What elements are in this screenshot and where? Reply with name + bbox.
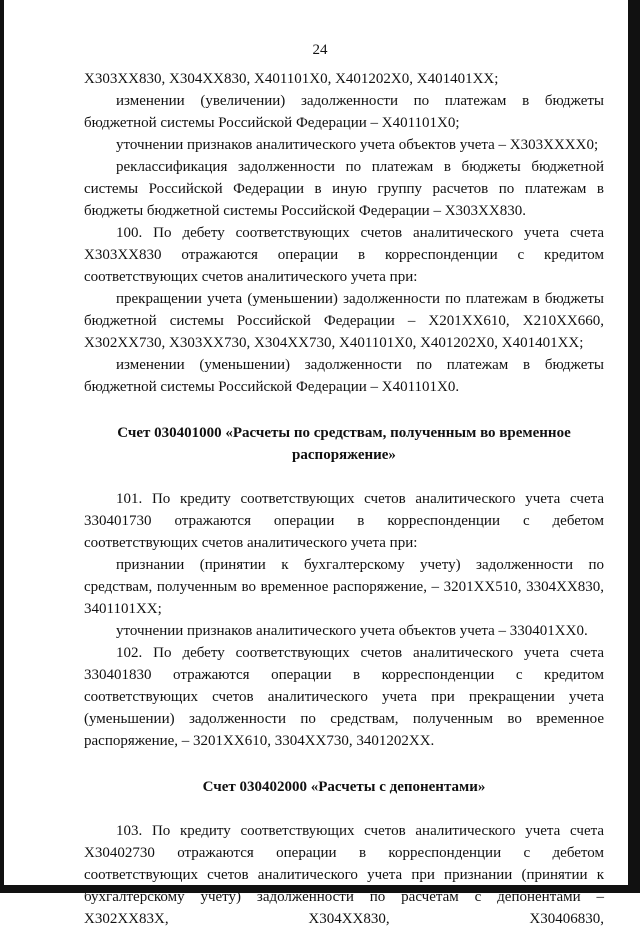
paragraph: 102. По дебету соответствующих счетов аналитического учета счета 330401830 отражаются операции в корреспонденции с кредитом соответствующих счетов аналитического учета при прекращении учета (уменьшении) задолженности по средствам, полученным во временное распоряжение, – 3201XX610, 3304XX730, 3401202XX. — [84, 645, 604, 749]
document-body — [84, 68, 604, 930]
section-heading: Счет 030402000 «Расчеты с депонентами» — [202, 779, 486, 795]
paragraph: прекращении учета (уменьшении) задолженности по платежам в бюджеты бюджетной системы Российской Федерации – X201XX610, X210XX660, X302XX730, X303XX730, X304XX730, X401101X0, X401202X0, X401401XX; — [84, 291, 604, 351]
paragraph: изменении (увеличении) задолженности по платежам в бюджеты бюджетной системы Российской Федерации – X401101X0; — [84, 93, 604, 131]
paragraph: реклассификация задолженности по платежам в бюджеты бюджетной системы Российской Федерации в иную группу расчетов по платежам в бюджеты бюджетной системы Российской Федерации – X303XX830. — [84, 159, 604, 219]
paragraph: уточнении признаков аналитического учета объектов учета – X303XXXX0; — [116, 137, 599, 153]
paragraph: уточнении признаков аналитического учета объектов учета – 330401XX0. — [116, 623, 588, 639]
paragraph: X303XX830, X304XX830, X401101X0, X401202X0, X401401XX; — [84, 71, 499, 87]
section-top — [84, 68, 604, 398]
paragraph: изменении (уменьшении) задолженности по платежам в бюджеты бюджетной системы Российской Федерации – X401101X0. — [84, 357, 604, 395]
page-number: 24 — [312, 42, 328, 58]
paragraph: 101. По кредиту соответствующих счетов аналитического учета счета 330401730 отражаются операции в корреспонденции с дебетом соответствующих счетов аналитического учета при: — [84, 491, 604, 551]
section-bottom — [84, 820, 604, 930]
paragraph: признании (принятии к бухгалтерскому учету) задолженности по средствам, полученным во временное распоряжение, – 3201XX510, 3304XX830, 3401101XX; — [84, 557, 604, 617]
scan-border-right — [628, 0, 640, 893]
scan-border-left — [0, 0, 4, 893]
section-heading: Счет 030401000 «Расчеты по средствам, полученным во временное распоряжение» — [117, 425, 571, 463]
paragraph: 103. По кредиту соответствующих счетов аналитического учета счета X30402730 отражаются операции в корреспонденции с дебетом соответствующих счетов аналитического учета при признании (принятии к бухгалтерскому учету) задолженности по расчетам с депонентами – X302XX83X, X304XX830, X30406830, — [84, 823, 604, 927]
paragraph: 100. По дебету соответствующих счетов аналитического учета счета X303XX830 отражаются операции в корреспонденции с кредитом соответствующих счетов аналитического учета при: — [84, 225, 604, 285]
section-mid — [84, 488, 604, 752]
